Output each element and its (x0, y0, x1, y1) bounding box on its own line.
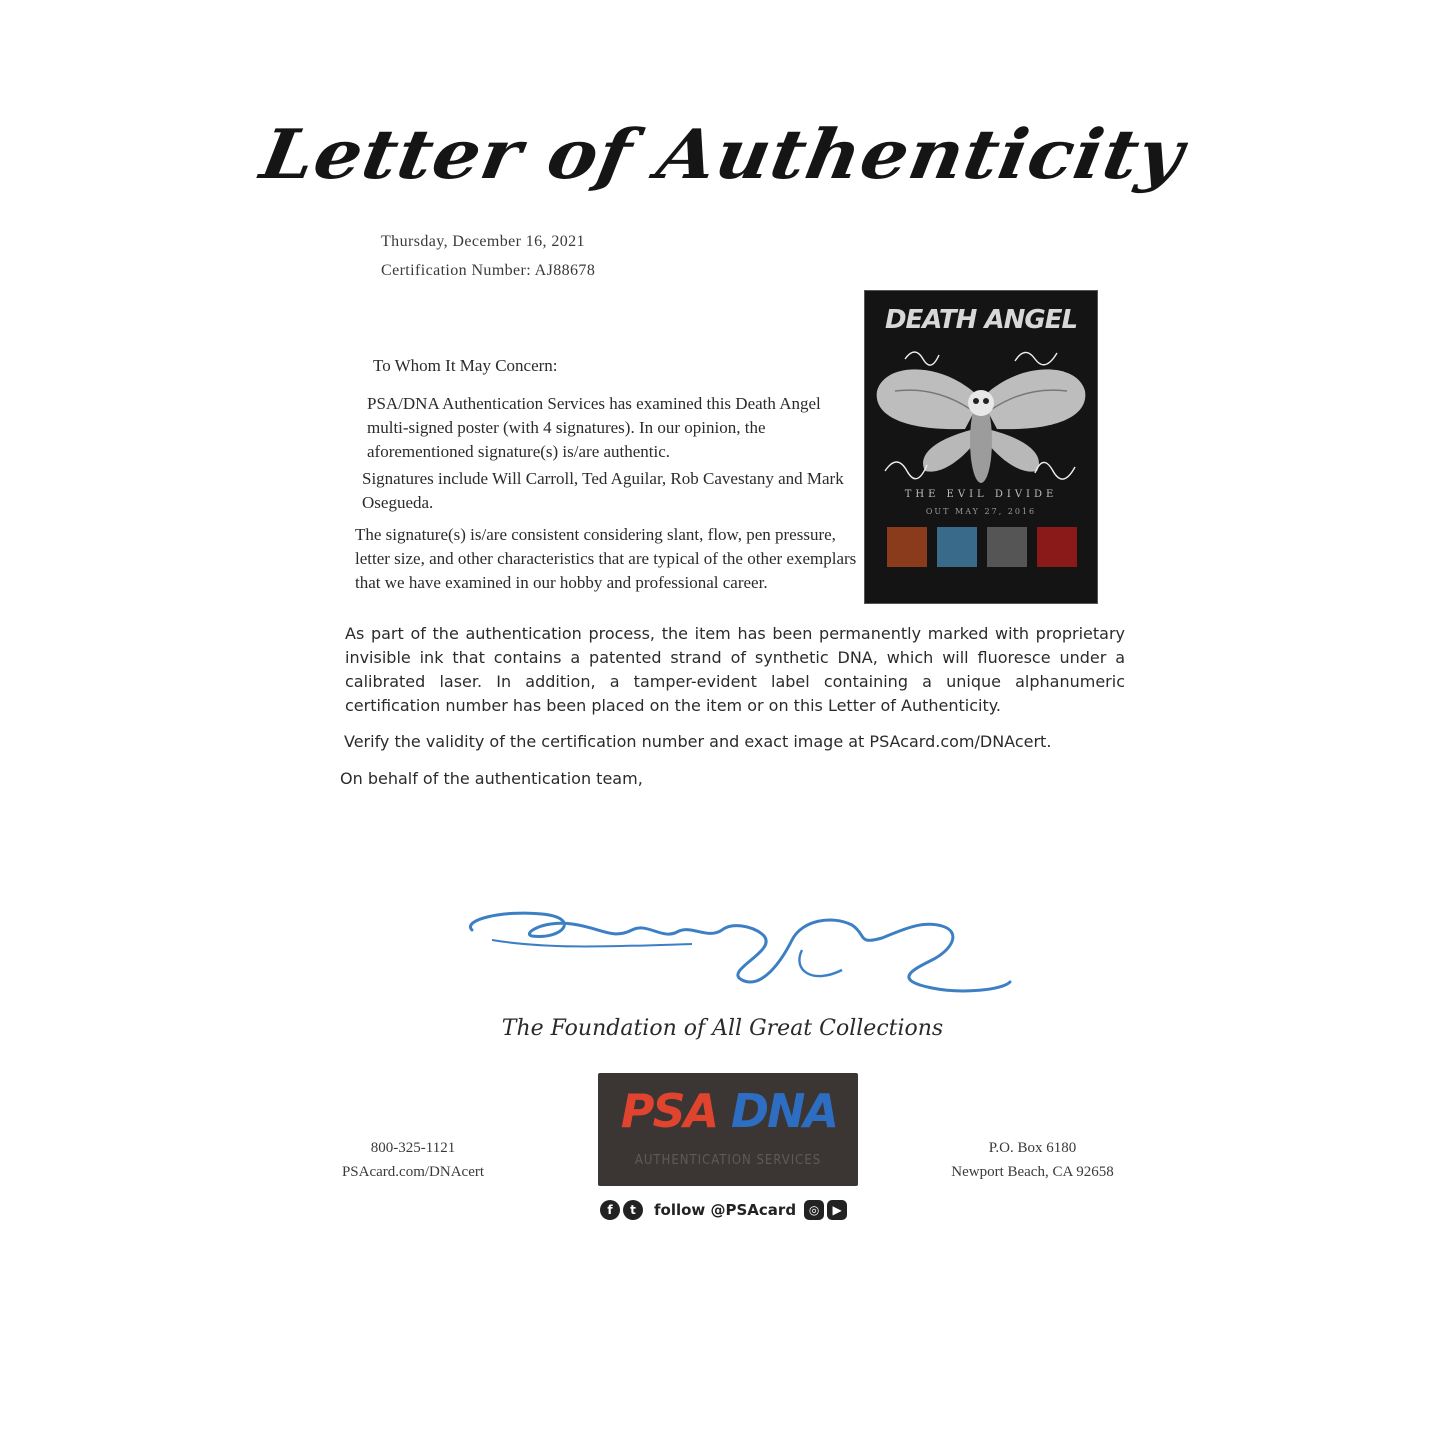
twitter-icon[interactable]: t (623, 1200, 643, 1220)
album-cover (937, 527, 977, 567)
album-cover (987, 527, 1027, 567)
paragraph-consistency: The signature(s) is/are consistent considering slant, flow, pen pressure, letter size, and other characteristics that are typical of the other exemplars that we have examined in our hobby and professional career. (355, 525, 857, 592)
greeting: To Whom It May Concern: (373, 356, 558, 375)
certification-number: Certification Number: AJ88678 (381, 262, 596, 279)
po-box: P.O. Box 6180 (988, 1140, 1077, 1156)
logo-dna-text: DNA (730, 1084, 838, 1138)
paragraph-dna-process: As part of the authentication process, the item has been permanently marked with proprietary invisible ink that contains a patented strand of synthetic DNA, which will fluoresce under a calibrated laser. In addition, a tamper-evident label containing a unique alphanumeric certification number has been placed on the item or on this Letter of Authenticity. (345, 624, 1125, 715)
website-link[interactable]: PSAcard.com/DNAcert (341, 1164, 485, 1180)
poster-album-title: THE EVIL DIVIDE (904, 489, 1058, 500)
tagline: The Foundation of All Great Collections (501, 1016, 944, 1041)
poster-band-logo: DEATH ANGEL (884, 305, 1078, 335)
letter-title: Letter of Authenticity (255, 115, 1190, 195)
social-bar (600, 1197, 850, 1223)
youtube-icon[interactable]: ▶ (827, 1200, 847, 1220)
paragraph-verify: Verify the validity of the certification number and exact image at PSAcard.com/DNAcert. (344, 732, 1052, 751)
city-address: Newport Beach, CA 92658 (951, 1164, 1114, 1180)
album-cover (1037, 527, 1077, 567)
phone-number: 800-325-1121 (370, 1140, 456, 1156)
facebook-icon[interactable]: f (600, 1200, 620, 1220)
poster-release-date: OUT MAY 27, 2016 (925, 507, 1037, 516)
letter-date: Thursday, December 16, 2021 (381, 233, 585, 250)
paragraph-examination: PSA/DNA Authentication Services has examined this Death Angel multi-signed poster (with 4 signatures). In our opinion, the aforementioned signature(s) is/are authentic. (367, 394, 821, 461)
album-cover (887, 527, 927, 567)
paragraph-signers: Signatures include Will Carroll, Ted Aguilar, Rob Cavestany and Mark Osegueda. (362, 469, 844, 512)
poster-album-covers (887, 527, 1077, 567)
paragraph-closing: On behalf of the authentication team, (340, 769, 643, 788)
contact-left (322, 1136, 504, 1184)
follow-handle[interactable]: follow @PSAcard (654, 1201, 797, 1219)
logo-psa-text: PSA (620, 1084, 718, 1138)
authenticator-signature (462, 900, 1022, 1010)
contact-right (930, 1136, 1135, 1184)
logo-services-text: AUTHENTICATION SERVICES (634, 1153, 822, 1168)
psa-dna-logo (598, 1073, 858, 1186)
poster-image (864, 290, 1098, 604)
instagram-icon[interactable]: ◎ (804, 1200, 824, 1220)
